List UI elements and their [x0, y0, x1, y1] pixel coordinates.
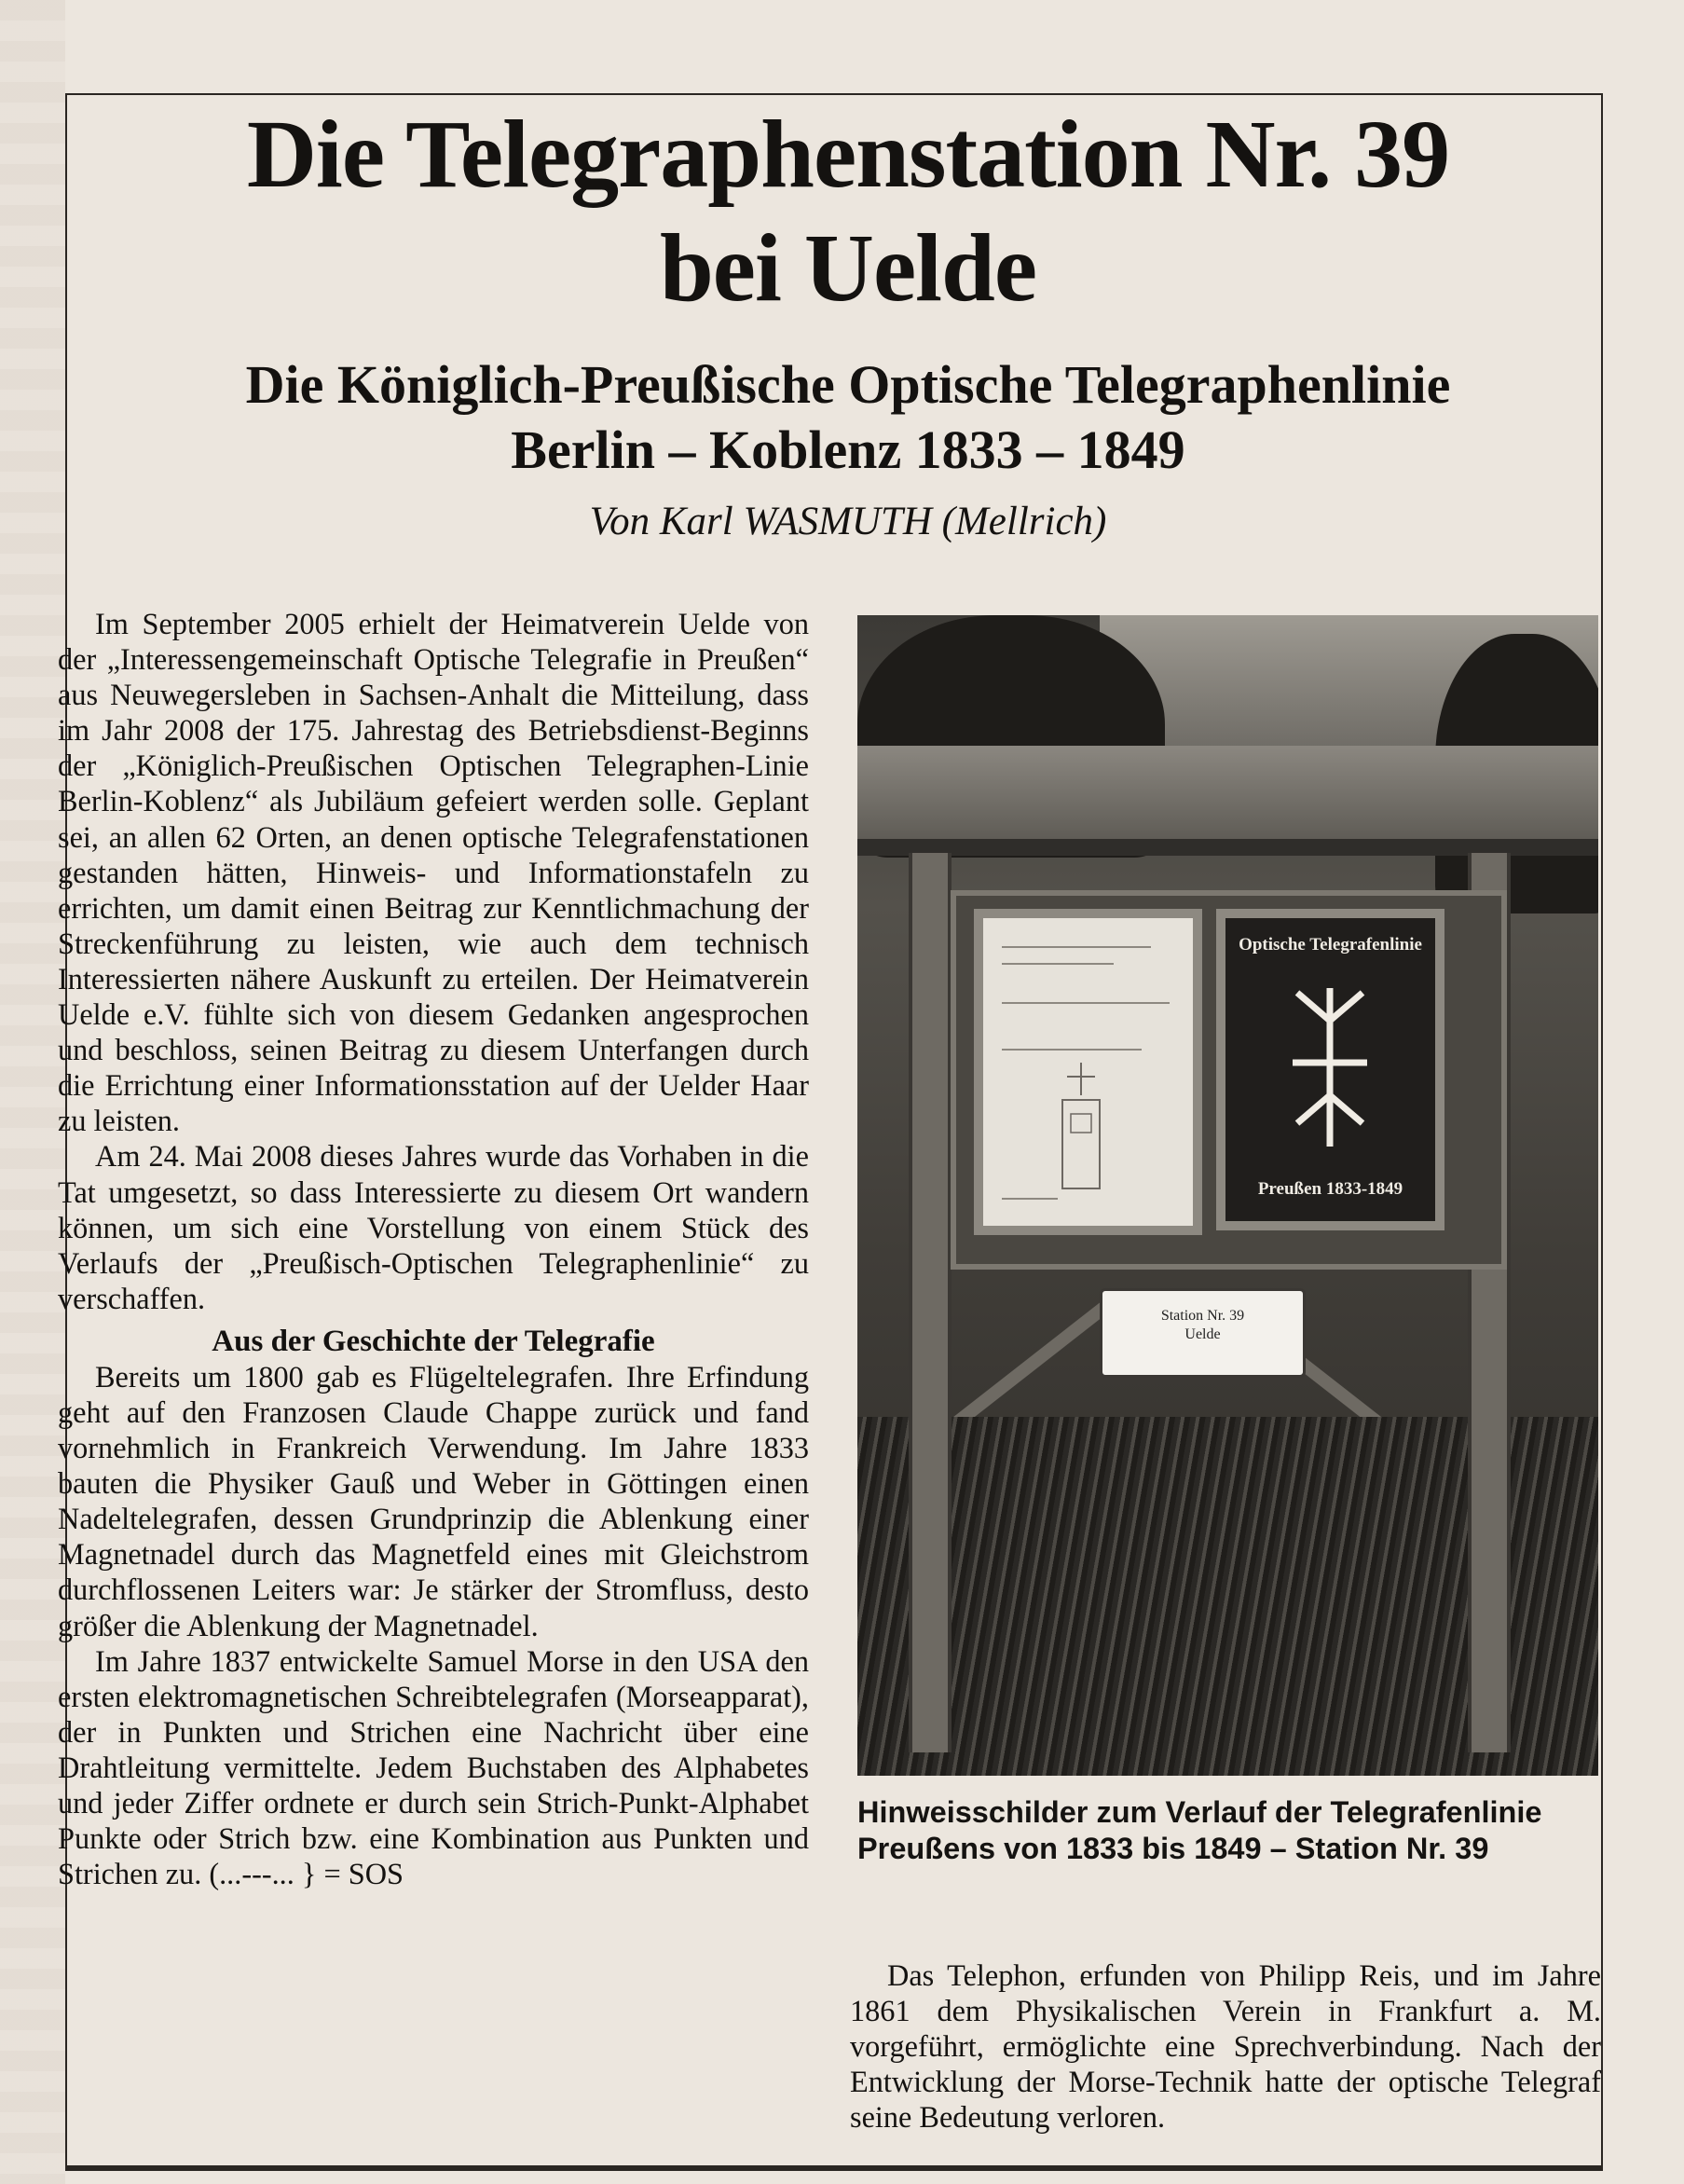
subtitle-line-2: Berlin – Koblenz 1833 – 1849 — [511, 419, 1185, 480]
board-post-right-lower — [1468, 1417, 1511, 1752]
panel-text-line — [1002, 963, 1114, 965]
paragraph: Im September 2005 erhielt der Heimatverein Uelde von der „Interessengemeinschaft Optische Telegrafie in Preußen“ aus Neuwegersleben in Sachsen-Anhalt die Mitteilung, dass im Jahr 2008 der 175. Jahrestag des Betriebsdienst-Beginns der „Königlich-Preußischen Optischen Telegraphen-Linie Berlin-Koblenz“ als Jubiläum gefeiert werden solle. Geplant sei, an allen 62 Orten, an denen optische Telegrafenstationen gestanden hätten, Hinweis- und Informationstafeln zu errichten, um damit einen Beitrag zur Kenntlichmachung der Streckenführung zu leisten, wie auch dem technisch Interessierten nähere Auskunft zu erteilen. Der Heimatverein Uelde e.V. fühlte sich von diesem Gedanken angesprochen und beschloss, seinen Beitrag zu diesem Unterfangen durch die Errichtung einer Informationsstation auf der Uelder Haar zu leisten. — [58, 607, 809, 1138]
paragraph: Das Telephon, erfunden von Philipp Reis, und im Jahre 1861 dem Physikalischen Verein in Frankfurt a. M. vorgeführt, ermöglichte eine Sprechverbindung. Nach der Entwicklung der Morse-Technik hatte der optische Telegraf seine Bedeutung verloren. — [850, 1958, 1601, 2135]
left-column — [58, 606, 809, 1891]
panel-text-line — [1002, 1002, 1170, 1004]
panel-text-line — [1002, 1049, 1142, 1051]
title-line-1: Die Telegraphenstation Nr. 39 — [246, 101, 1450, 208]
article-subtitle — [93, 352, 1603, 483]
panel-text-line — [1002, 1198, 1058, 1200]
byline: Von Karl WASMUTH (Mellrich) — [589, 500, 1107, 543]
article-title — [93, 98, 1603, 325]
photo-info-board — [857, 615, 1598, 1776]
bottom-rule — [65, 2167, 1603, 2171]
board-map-panel — [974, 909, 1202, 1235]
tower-illustration — [1039, 1058, 1123, 1198]
board-roof — [857, 746, 1598, 848]
telegraph-mast-icon — [1274, 983, 1386, 1151]
right-column — [850, 1957, 1601, 2135]
adjacent-page-bleed — [0, 0, 65, 2184]
paragraph: Am 24. Mai 2008 dieses Jahres wurde das Vorhaben in die Tat umgesetzt, so dass Interessierte zu diesem Ort wandern können, um sich eine Vorstellung von einem Stück des Verlaufs der „Preußisch-Optischen Telegraphenlinie“ zu verschaffen. — [58, 1139, 809, 1315]
board-post-left-lower — [909, 1417, 952, 1752]
panel-title: Optische Telegrafenlinie — [1239, 935, 1422, 955]
paragraph: Bereits um 1800 gab es Flügeltelegrafen. Ihre Erfindung geht auf den Franzosen Claude Chappe zurück und fand vornehmlich in Frankreich Verwendung. Im Jahre 1833 bauten die Physiker Gauß und Weber in Göttingen einen Nadeltelegrafen, dessen Grundprinzip die Ablenkung einer Magnetnadel durch das Magnetfeld eines mit Gleichstrom durchflossenen Leiters war: Je stärker der Stromfluss, desto größer die Ablenkung der Magnetnadel. — [58, 1359, 809, 1642]
subtitle-line-1: Die Königlich-Preußische Optische Telegraphenlinie — [245, 354, 1451, 415]
title-line-2: bei Uelde — [659, 214, 1037, 322]
photo-caption: Hinweisschilder zum Verlauf der Telegrafenlinie Preußens von 1833 bis 1849 – Station Nr. 39 — [857, 1795, 1542, 1865]
panel-text-line — [1002, 946, 1151, 948]
paragraph: Im Jahre 1837 entwickelte Samuel Morse in den USA den ersten elektromagnetischen Schreibtelegrafen (Morseapparat), der in Punkten und Strichen eine Nachricht über eine Drahtleitung vermittelte. Jedem Buchstaben des Alphabetes und jeder Ziffer ordnete er durch sein Strich-Punkt-Alphabet Punkte oder Strich bzw. eine Kombination aus Punkten und Strichen zu. (...---... } = SOS — [58, 1643, 809, 1891]
station-sign-line-2: Uelde — [1184, 1326, 1221, 1342]
station-sign-line-1: Station Nr. 39 — [1160, 1308, 1245, 1324]
station-sign — [1100, 1288, 1306, 1378]
section-heading: Aus der Geschichte der Telegrafie — [212, 1324, 655, 1358]
panel-footer: Preußen 1833-1849 — [1257, 1179, 1403, 1199]
board-logo-panel — [1216, 909, 1444, 1230]
